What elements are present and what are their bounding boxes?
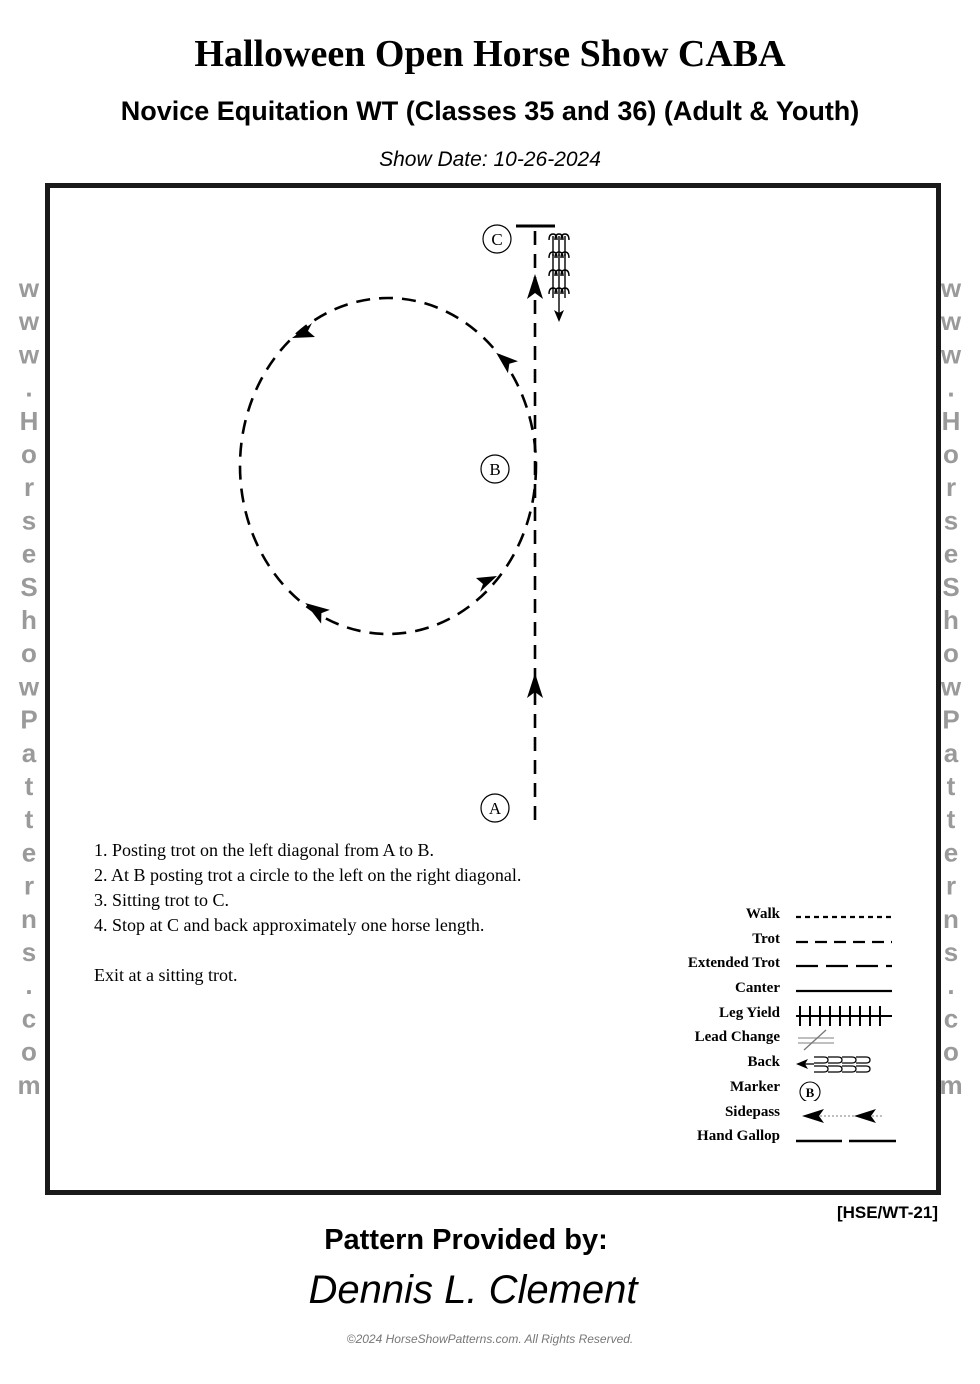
- pattern-instructions: [94, 838, 534, 988]
- legend-extended-trot: [650, 955, 930, 980]
- instruction-step: 1. Posting trot on the left diagonal from A to B.: [94, 840, 434, 860]
- circle-arrow-icon: [496, 349, 520, 374]
- sidepass-icon: [794, 1104, 904, 1126]
- instruction-step: 2. At B posting trot a circle to the left on the right diagonal.: [94, 865, 522, 885]
- legend-label: Leg Yield: [719, 1004, 780, 1021]
- legend-label: Extended Trot: [687, 955, 780, 972]
- legend-hand-gallop: [650, 1128, 930, 1153]
- arena-box: [45, 183, 941, 1195]
- marker-b: [481, 455, 509, 483]
- show-date: Show Date: 10-26-2024: [379, 148, 601, 171]
- legend-marker: [650, 1079, 930, 1104]
- legend-label: Marker: [730, 1078, 780, 1095]
- instruction-exit: Exit at a sitting trot.: [94, 965, 238, 985]
- svg-text:A: A: [488, 799, 502, 818]
- legend: [650, 906, 930, 1153]
- watermark-left: www.HorseShowPatterns.com: [14, 273, 44, 1103]
- instruction-spacer: [94, 938, 534, 963]
- pattern-code: [HSE/WT-21]: [836, 1203, 938, 1222]
- pattern-title: Halloween Open Horse Show CABA: [194, 33, 786, 75]
- lead-change-icon: [794, 1029, 904, 1051]
- circle-arrow-icon: [292, 323, 315, 338]
- svg-text:B: B: [489, 460, 501, 479]
- legend-label: Back: [747, 1054, 780, 1071]
- legend-sidepass: [650, 1104, 930, 1129]
- canter-line-icon: [794, 980, 904, 1002]
- legend-back: [650, 1054, 930, 1079]
- legend-walk: [650, 906, 930, 931]
- legend-canter: [650, 980, 930, 1005]
- circle-arrow-icon: [305, 597, 332, 626]
- watermark-right: www.HorseShowPatterns.com: [936, 273, 966, 1103]
- legend-label: Canter: [735, 980, 780, 997]
- legend-trot: [650, 931, 930, 956]
- class-subtitle: Novice Equitation WT (Classes 35 and 36) (Adult & Youth): [120, 96, 860, 126]
- legend-leg-yield: [650, 1005, 930, 1030]
- leg-yield-icon: [794, 1005, 904, 1027]
- copyright-notice: ©2024 HorseShowPatterns.com. All Rights Reserved.: [346, 1332, 634, 1346]
- instruction-step: 4. Stop at C and back approximately one horse length.: [94, 915, 485, 935]
- extended-trot-line-icon: [794, 955, 904, 977]
- arrow-up-icon: [527, 274, 543, 299]
- svg-text:C: C: [491, 230, 503, 249]
- back-symbol-icon: [549, 234, 569, 316]
- walk-line-icon: [794, 906, 904, 928]
- instruction-step: 3. Sitting trot to C.: [94, 890, 230, 910]
- provided-by-heading: Pattern Provided by:: [324, 1224, 608, 1256]
- marker-a: [481, 794, 509, 822]
- hand-gallop-line-icon: [794, 1128, 904, 1150]
- marker-c: [483, 225, 511, 253]
- legend-label: Lead Change: [694, 1029, 780, 1046]
- author-name: Dennis L. Clement: [308, 1268, 638, 1312]
- pattern-diagram: [50, 188, 936, 828]
- legend-label: Walk: [745, 906, 780, 922]
- trot-line-icon: [794, 931, 904, 953]
- legend-lead-change: [650, 1029, 930, 1054]
- svg-text:B: B: [805, 1084, 815, 1100]
- back-icon: [794, 1054, 904, 1076]
- legend-label: Trot: [752, 930, 780, 947]
- legend-label: Hand Gallop: [697, 1128, 780, 1145]
- marker-icon: [794, 1079, 904, 1101]
- legend-label: Sidepass: [724, 1103, 780, 1120]
